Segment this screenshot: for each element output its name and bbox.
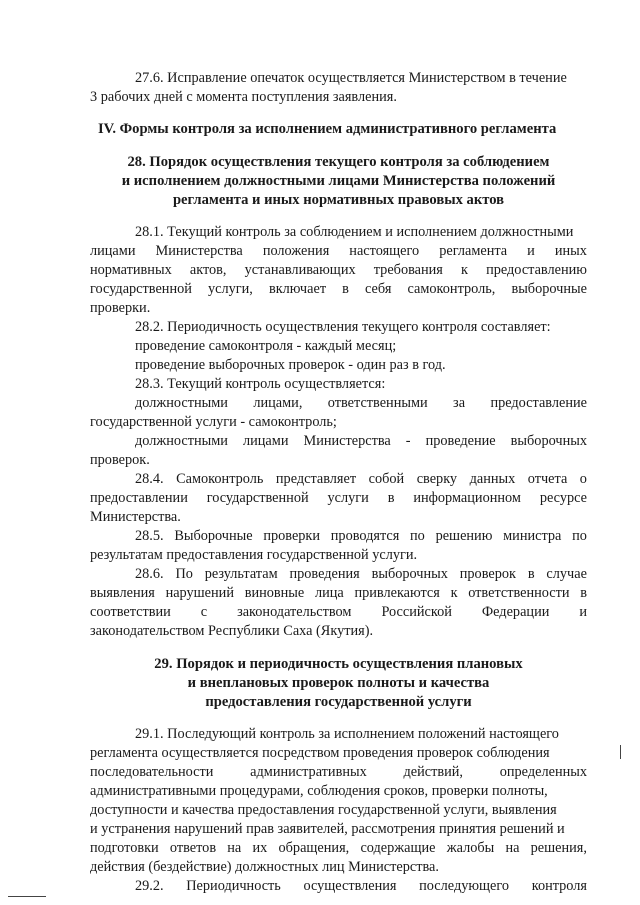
word: сверку bbox=[416, 471, 458, 487]
word: 28.6. bbox=[135, 566, 164, 582]
paragraph-28-2-line-2: проведение самоконтроля - каждый месяц; bbox=[135, 338, 397, 354]
word: проведение bbox=[425, 433, 496, 449]
word: Российской bbox=[381, 604, 452, 620]
section-iv-title: IV. Формы контроля за исполнением административного регламента bbox=[98, 121, 557, 137]
word: государственной bbox=[90, 281, 192, 297]
word: и bbox=[527, 243, 535, 259]
paragraph-27-6-line-1: 27.6. Исправление опечаток осуществляется Министерством в течение bbox=[135, 70, 567, 86]
word: регламента bbox=[439, 243, 508, 259]
word: и bbox=[579, 604, 587, 620]
word: на bbox=[227, 840, 242, 856]
word: осуществления bbox=[303, 878, 397, 894]
paragraph-27-6-line-2: 3 рабочих дней с момента поступления заявления. bbox=[90, 89, 397, 105]
paragraph-29-2-line-1 bbox=[135, 877, 587, 896]
word: Федерации bbox=[481, 604, 550, 620]
word: в bbox=[527, 566, 535, 582]
word: информационном bbox=[413, 490, 521, 506]
word: административных bbox=[250, 764, 367, 780]
word: контроля bbox=[531, 878, 587, 894]
word: требования bbox=[373, 262, 443, 278]
paragraph-28-6-line-2 bbox=[90, 584, 587, 603]
word: услуги, bbox=[208, 281, 253, 297]
word: министра bbox=[503, 528, 562, 544]
section-29-heading-line-2: и внеплановых проверок полноты и качества bbox=[187, 675, 490, 691]
section-29-heading-line-3: предоставления государственной услуги bbox=[205, 694, 472, 710]
word: лица bbox=[314, 585, 344, 601]
paragraph-29-1-line-3 bbox=[90, 763, 587, 782]
word: выборочных bbox=[510, 433, 587, 449]
word: Выборочные bbox=[174, 528, 253, 544]
paragraph-29-1-line-6: и устранения нарушений прав заявителей, рассмотрения принятия решений и bbox=[90, 821, 565, 837]
word: ответов bbox=[169, 840, 217, 856]
paragraph-28-2-line-3: проведение выборочных проверок - один раз в год. bbox=[135, 357, 446, 373]
word: предоставлению bbox=[486, 262, 587, 278]
word: Министерства bbox=[303, 433, 391, 449]
word: нарушений bbox=[165, 585, 234, 601]
word: услуги bbox=[327, 490, 369, 506]
word: законодательством bbox=[237, 604, 352, 620]
word: устанавливающих bbox=[244, 262, 356, 278]
paragraph-28-4-line-1 bbox=[135, 470, 587, 489]
word: проведения bbox=[289, 566, 360, 582]
word: собой bbox=[368, 471, 405, 487]
paragraph-28-4-line-2 bbox=[90, 489, 587, 508]
word: иных bbox=[554, 243, 587, 259]
word: за bbox=[453, 395, 466, 411]
word: Самоконтроль bbox=[176, 471, 264, 487]
word: последующего bbox=[419, 878, 510, 894]
word: выборочные bbox=[511, 281, 587, 297]
word: предоставление bbox=[490, 395, 587, 411]
word: соответствии bbox=[90, 604, 171, 620]
paragraph-28-1-line-2 bbox=[90, 242, 587, 261]
word: на bbox=[505, 840, 520, 856]
word: привлекаются bbox=[354, 585, 440, 601]
word: включает bbox=[268, 281, 327, 297]
paragraph-28-2-line-1: 28.2. Периодичность осуществления текущего контроля составляет: bbox=[135, 319, 551, 335]
paragraph-29-1-line-1: 29.1. Последующий контроль за исполнением положений настоящего bbox=[135, 726, 559, 742]
word: в bbox=[387, 490, 395, 506]
paragraph-28-1-line-5: проверки. bbox=[90, 300, 151, 316]
scan-mark bbox=[8, 896, 46, 897]
word: По bbox=[175, 566, 193, 582]
paragraph-28-5-line-1 bbox=[135, 527, 587, 546]
word: представляет bbox=[275, 471, 357, 487]
word: государственной bbox=[206, 490, 309, 506]
word: актов, bbox=[189, 262, 227, 278]
word: содержащие bbox=[360, 840, 436, 856]
scan-mark bbox=[620, 745, 621, 759]
paragraph-28-3-line-3: государственной услуги - самоконтроль; bbox=[90, 414, 337, 430]
word: по bbox=[572, 528, 587, 544]
word: лицами, bbox=[253, 395, 303, 411]
word: Периодичность bbox=[186, 878, 281, 894]
paragraph-29-1-line-4: административными процедурами, соблюдения сроков, проверки полноты, bbox=[90, 783, 548, 799]
section-28-heading-line-3: регламента и иных нормативных правовых актов bbox=[172, 192, 505, 208]
word: жалобы bbox=[446, 840, 495, 856]
word: должностными bbox=[135, 433, 228, 449]
paragraph-28-6-line-3 bbox=[90, 603, 587, 622]
paragraph-28-3-line-4 bbox=[135, 432, 587, 451]
section-28-heading-line-1: 28. Порядок осуществления текущего контроля за соблюдением bbox=[127, 154, 550, 170]
word: виновные bbox=[244, 585, 305, 601]
word: результатам bbox=[204, 566, 278, 582]
word: в bbox=[580, 585, 587, 601]
paragraph-29-1-line-2: регламента осуществляется посредством проведения проверок соблюдения bbox=[90, 745, 550, 761]
word: лицами bbox=[90, 243, 136, 259]
word: подготовки bbox=[90, 840, 159, 856]
word: определенных bbox=[499, 764, 587, 780]
word: ответственности bbox=[468, 585, 570, 601]
paragraph-28-1-line-4 bbox=[90, 280, 587, 299]
paragraph-28-4-line-3: Министерства. bbox=[90, 509, 181, 525]
word: решению bbox=[435, 528, 493, 544]
word: настоящего bbox=[349, 243, 420, 259]
word: ответственными bbox=[327, 395, 428, 411]
word: действий, bbox=[403, 764, 463, 780]
word: нормативных bbox=[90, 262, 172, 278]
paragraph-28-1-line-3 bbox=[90, 261, 587, 280]
word: к bbox=[450, 585, 458, 601]
word: случае bbox=[546, 566, 587, 582]
word: в bbox=[342, 281, 349, 297]
word: о bbox=[579, 471, 587, 487]
word: 28.4. bbox=[135, 471, 164, 487]
word: ресурсе bbox=[539, 490, 587, 506]
word: - bbox=[405, 433, 411, 449]
word: 29.2. bbox=[135, 878, 164, 894]
word: проверки bbox=[263, 528, 321, 544]
paragraph-28-3-line-1: 28.3. Текущий контроль осуществляется: bbox=[135, 376, 386, 392]
paragraph-28-6-line-4: законодательством Республики Саха (Якутия). bbox=[90, 623, 374, 639]
word: по bbox=[410, 528, 425, 544]
word: 28.5. bbox=[135, 528, 164, 544]
paragraph-29-1-line-5: доступности и качества предоставления государственной услуги, выявления bbox=[90, 802, 557, 818]
word: последовательности bbox=[90, 764, 214, 780]
word: положения bbox=[262, 243, 330, 259]
word: самоконтроль, bbox=[407, 281, 496, 297]
word: проводятся bbox=[330, 528, 400, 544]
section-29-heading-line-1: 29. Порядок и периодичность осуществления плановых bbox=[154, 656, 523, 672]
word: обращения, bbox=[278, 840, 350, 856]
paragraph-28-3-line-2 bbox=[135, 394, 587, 413]
word: лицами bbox=[242, 433, 289, 449]
section-28-heading-line-2: и исполнением должностными лицами Министерства положений bbox=[121, 173, 556, 189]
word: должностными bbox=[135, 395, 228, 411]
word: выборочных bbox=[371, 566, 448, 582]
word: решения, bbox=[530, 840, 587, 856]
word: проверок bbox=[459, 566, 516, 582]
word: выявления bbox=[90, 585, 155, 601]
paragraph-28-3-line-5: проверок. bbox=[90, 452, 150, 468]
word: предоставлении bbox=[90, 490, 188, 506]
paragraph-28-6-line-1 bbox=[135, 565, 587, 584]
paragraph-28-5-line-2: результатам предоставления государственной услуги. bbox=[90, 547, 418, 563]
word: с bbox=[200, 604, 208, 620]
paragraph-29-1-line-7 bbox=[90, 839, 587, 858]
word: данных bbox=[469, 471, 516, 487]
paragraph-29-1-line-8: действия (бездействие) должностных лиц Министерства. bbox=[90, 859, 439, 875]
word: себя bbox=[365, 281, 392, 297]
word: их bbox=[252, 840, 268, 856]
word: к bbox=[461, 262, 468, 278]
word: Министерства bbox=[155, 243, 243, 259]
paragraph-28-1-line-1: 28.1. Текущий контроль за соблюдением и исполнением должностными bbox=[135, 224, 574, 240]
word: отчета bbox=[527, 471, 568, 487]
